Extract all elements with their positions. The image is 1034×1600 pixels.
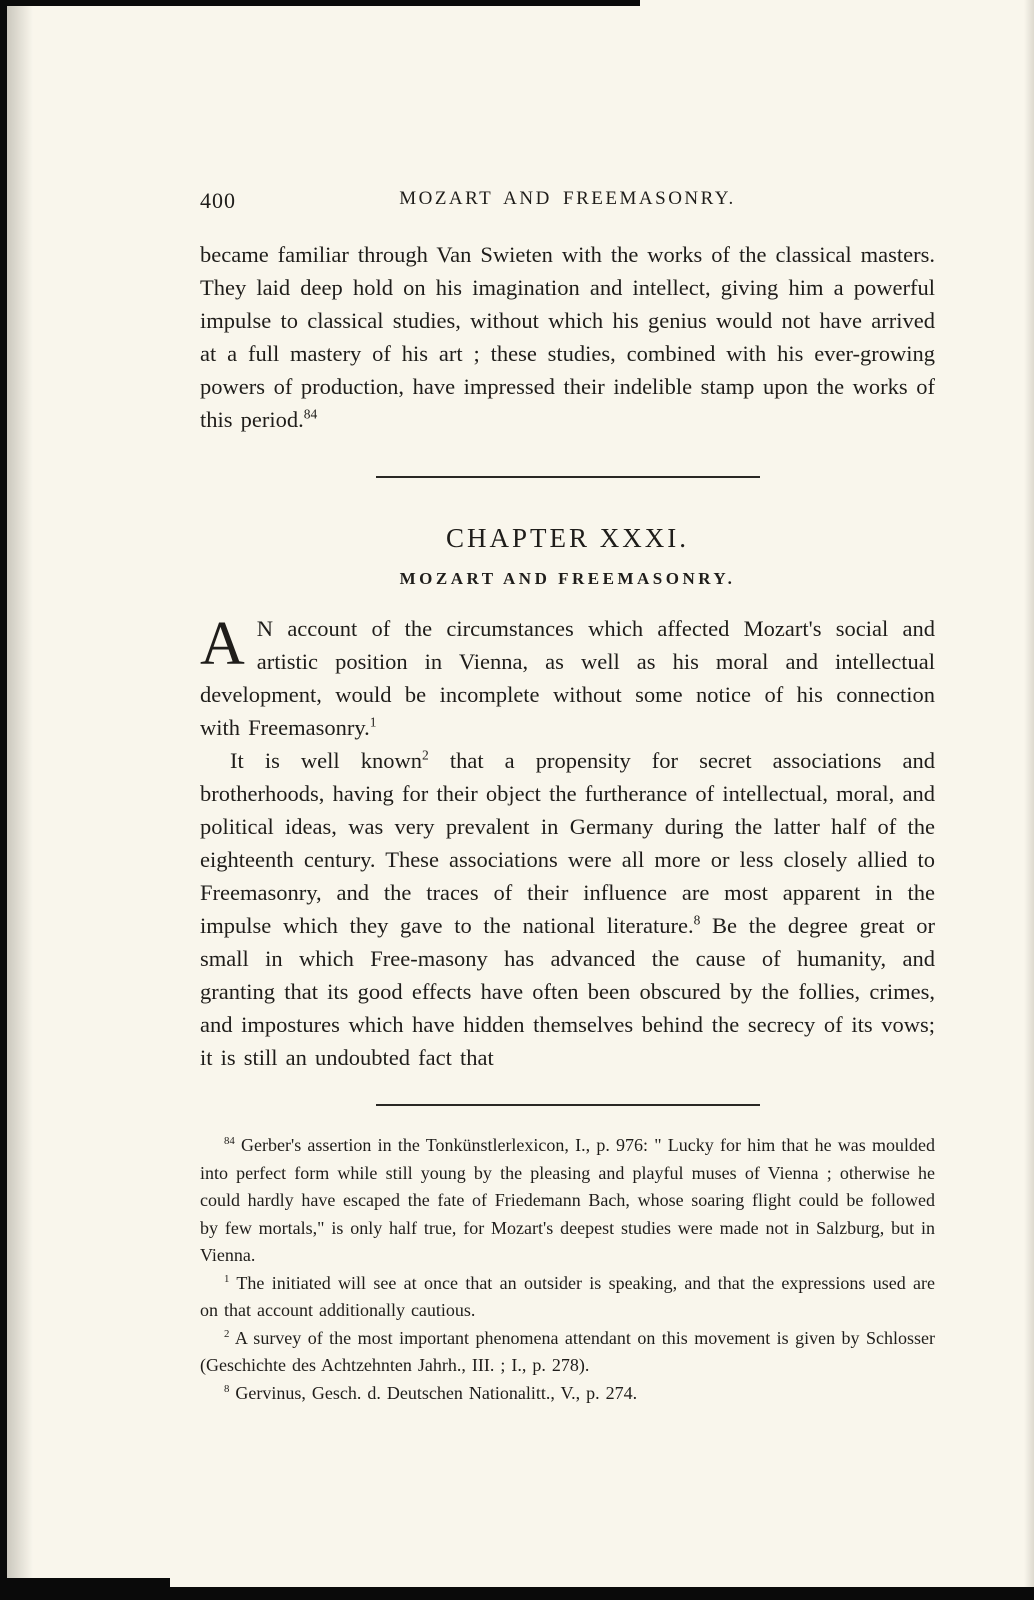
chapter-heading: CHAPTER XXXI. [445,523,689,553]
page-header [200,188,935,214]
footnote-marker: 84 [224,1135,235,1147]
scan-shadow-right [1024,0,1034,1600]
intro-paragraph: became familiar through Van Swieten with the works of the classical masters. They laid deep hold on his imagination and intellect, giving him a powerful impulse to classical studies, without which his genius would not have arrived at a full mastery of his art ; these studies, combined with his ever-growing powers of production, have impressed their indelible stamp upon the works of this period.$^{84}$ [200,242,935,432]
scan-shadow-left [7,0,33,1600]
footnote-reference: 2 [422,747,429,763]
opening-paragraph [200,612,935,744]
footnote-marker: 1 [224,1272,230,1285]
chapter-subheading: MOZART AND FREEMASONRY. [399,569,736,588]
drop-cap-initial: A [200,610,245,678]
running-header: MOZART AND FREEMASONRY. [399,188,736,209]
footnote-reference: 84 [303,406,318,422]
footnote: $^1$ The initiated will see at once that an outsider is speaking, and that the expressions used are on that account additionally cautious. [200,1272,935,1320]
footnotes-section [200,1132,935,1407]
footnote-marker: 8 [224,1382,230,1395]
footnote: $^8$ Gervinus, Gesch. d. Deutschen Nationalitt., V., p. 274. [224,1382,638,1403]
scan-edge-left [0,0,7,1600]
scan-edge-top [0,0,640,6]
footnote-reference: 1 [369,714,377,730]
footnote-divider-rule [376,1104,760,1106]
section-divider-rule [376,476,760,478]
opening-paragraph-text: N account of the circumstances which affected Mozart's social and artistic position in Vienna, as well as his moral and intellectual development, would be incomplete without some notice of his connection with Freemasonry.$^1$ [200,616,935,740]
footnote-marker: 2 [224,1327,230,1340]
footnote: $^2$ A survey of the most important phenomena attendant on this movement is given by Schlosser (Geschichte des Achtzehnten Jahrh., III. ; I., p. 278). [200,1327,935,1375]
body-paragraph: It is well known$^2$ that a propensity for secret associations and brotherhoods, having for their object the furtherance of intellectual, moral, and political ideas, was very prevalent in Germany during the latter half of the eighteenth century. These associations were all more or less closely allied to Freemasonry, and the traces of their influence are most apparent in the impulse which they gave to the national literature.$^8$ Be the degree great or small in which Free-masony has advanced the cause of humanity, and granting that its good effects have often been obscured by the follies, crimes, and impostures which have hidden themselves behind the secrecy of its vows; it is still an undoubted fact that [200,747,935,1070]
footnote: $^{84}$ Gerber's assertion in the Tonkünstlerlexicon, I., p. 976: " Lucky for him that he was moulded into perfect form while still young by the pleasing and playful muses of Vienna ; otherwise he could hardly have escaped the fate of Friedemann Bach, whose soaring flight could be followed by few mortals," is only half true, for Mozart's deepest studies were made not in Salzburg, but in Vienna. [200,1135,935,1265]
page-number: 400 [200,188,236,213]
scan-edge-bottom-left [0,1578,170,1600]
footnote-reference: 8 [693,912,701,928]
